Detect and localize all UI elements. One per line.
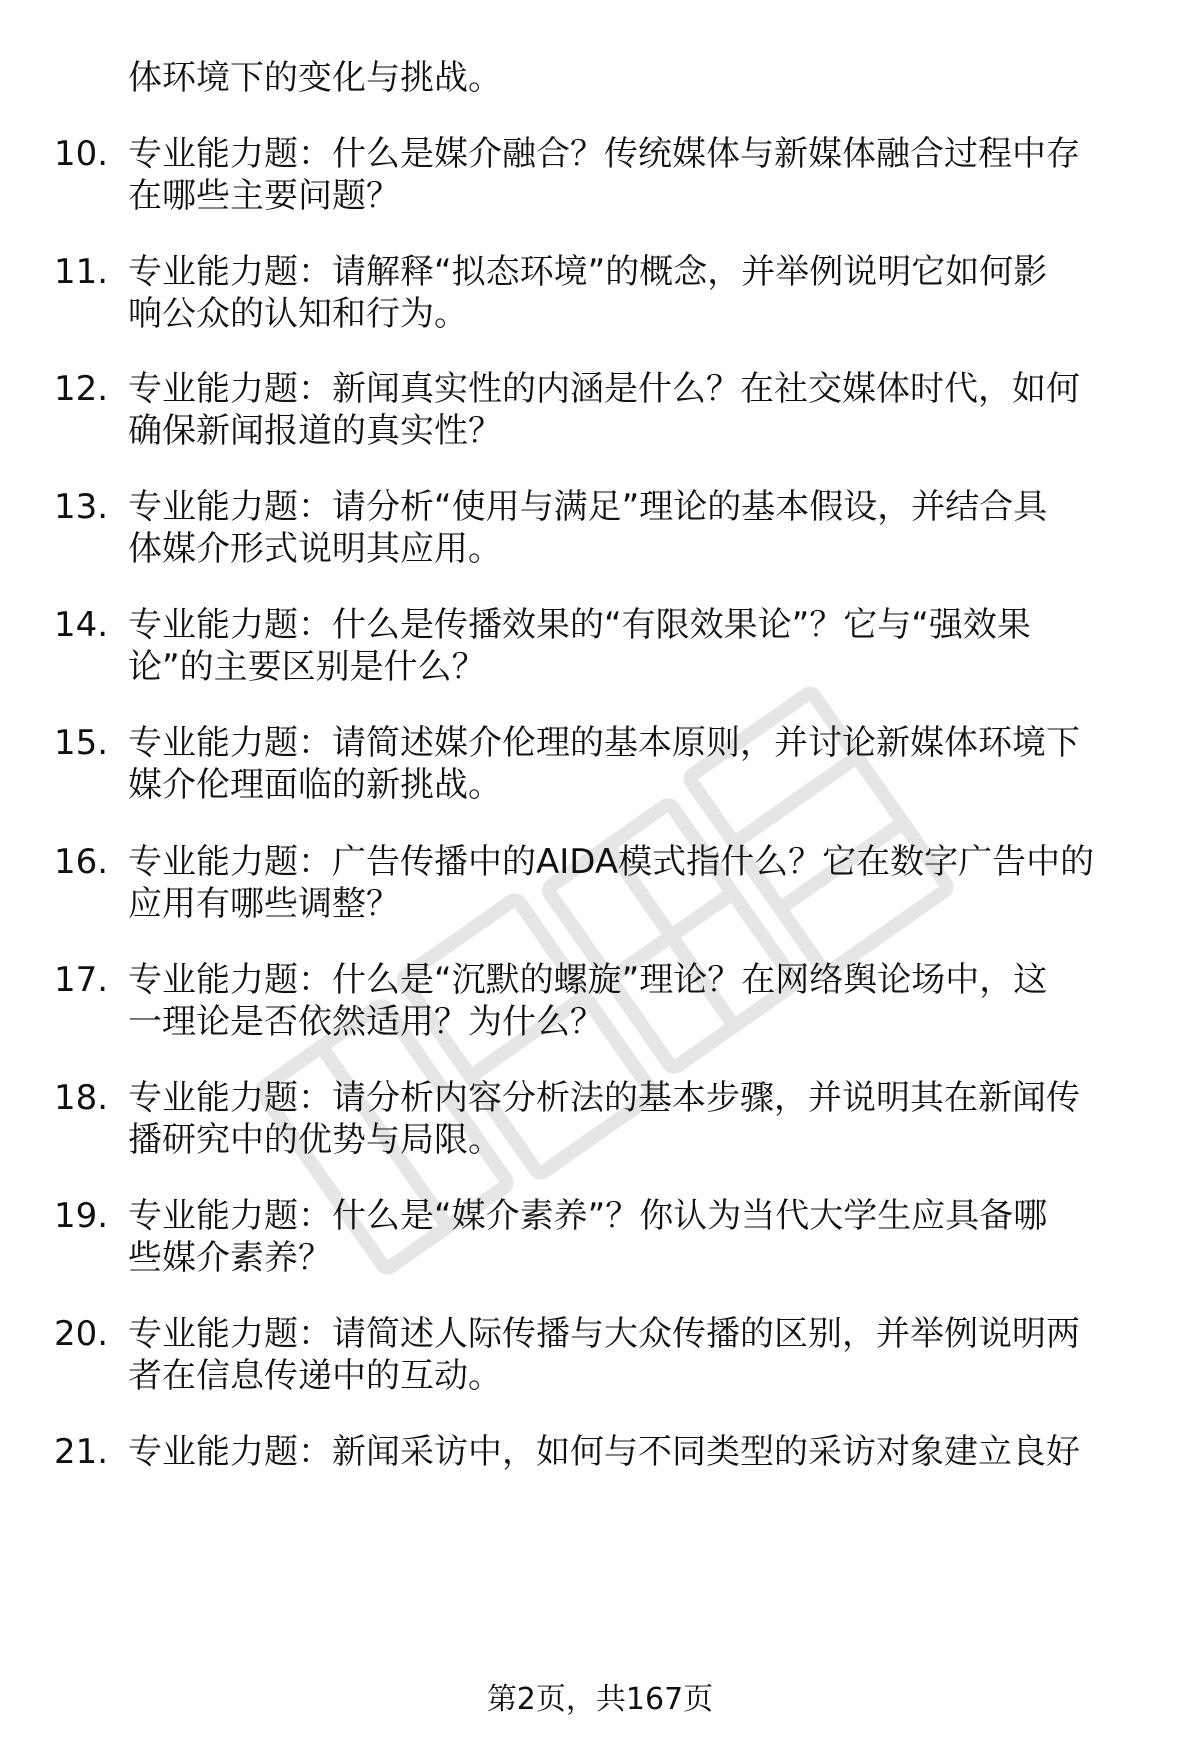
item-number: 15. [54, 723, 109, 763]
item-number: 12. [54, 369, 109, 409]
item-text-line2: 者在信息传递中的互动。 [128, 1356, 502, 1396]
item-number: 13. [54, 487, 109, 527]
page-number-footer: 第2页，共167页 [486, 1682, 714, 1717]
item-text-line1: 专业能力题：请简述媒介伦理的基本原则，并讨论新媒体环境下 [128, 723, 1080, 763]
item-number: 16. [54, 842, 109, 882]
continuation-text: 体环境下的变化与挑战。 [128, 58, 502, 98]
item-text-line1: 专业能力题：请分析内容分析法的基本步骤，并说明其在新闻传 [128, 1078, 1080, 1118]
item-text-line2: 论”的主要区别是什么？ [128, 647, 486, 687]
item-text-line2: 些媒介素养？ [128, 1238, 332, 1278]
item-text-line1: 专业能力题：什么是传播效果的“有限效果论”？它与“强效果 [128, 605, 1031, 645]
item-text-line1: 专业能力题：广告传播中的AIDA模式指什么？它在数字广告中的 [128, 842, 1095, 882]
item-text-line2: 确保新闻报道的真实性？ [128, 411, 502, 451]
item-text-line1: 专业能力题：新闻真实性的内涵是什么？在社交媒体时代，如何 [128, 369, 1080, 409]
item-text-line1: 专业能力题：什么是媒介融合？传统媒体与新媒体融合过程中存 [128, 134, 1080, 174]
item-text-line1: 专业能力题：请简述人际传播与大众传播的区别，并举例说明两 [128, 1314, 1080, 1354]
item-number: 18. [54, 1078, 109, 1118]
item-number: 21. [54, 1432, 109, 1472]
item-number: 10. [54, 134, 109, 174]
item-text-line2: 媒介伦理面临的新挑战。 [128, 765, 502, 805]
item-text-line2: 一理论是否依然适用？为什么？ [128, 1002, 604, 1042]
item-text-line2: 应用有哪些调整？ [128, 884, 400, 924]
item-text-line1: 专业能力题：请分析“使用与满足”理论的基本假设，并结合具 [128, 487, 1048, 527]
item-number: 11. [54, 252, 109, 292]
item-number: 17. [54, 960, 109, 1000]
item-text-line1: 专业能力题：请解释“拟态环境”的概念，并举例说明它如何影 [128, 252, 1048, 292]
item-number: 14. [54, 605, 109, 645]
item-number: 20. [54, 1314, 109, 1354]
item-number: 19. [54, 1196, 109, 1236]
item-text-line2: 在哪些主要问题？ [128, 176, 400, 216]
item-text-line1: 专业能力题：新闻采访中，如何与不同类型的采访对象建立良好 [128, 1432, 1080, 1472]
item-text-line2: 响公众的认知和行为。 [128, 294, 468, 334]
item-text-line2: 体媒介形式说明其应用。 [128, 529, 502, 569]
item-text-line1: 专业能力题：什么是“沉默的螺旋”理论？在网络舆论场中，这 [128, 960, 1048, 1000]
item-text-line2: 播研究中的优势与局限。 [128, 1120, 502, 1160]
item-text-line1: 专业能力题：什么是“媒介素养”？你认为当代大学生应具备哪 [128, 1196, 1048, 1236]
